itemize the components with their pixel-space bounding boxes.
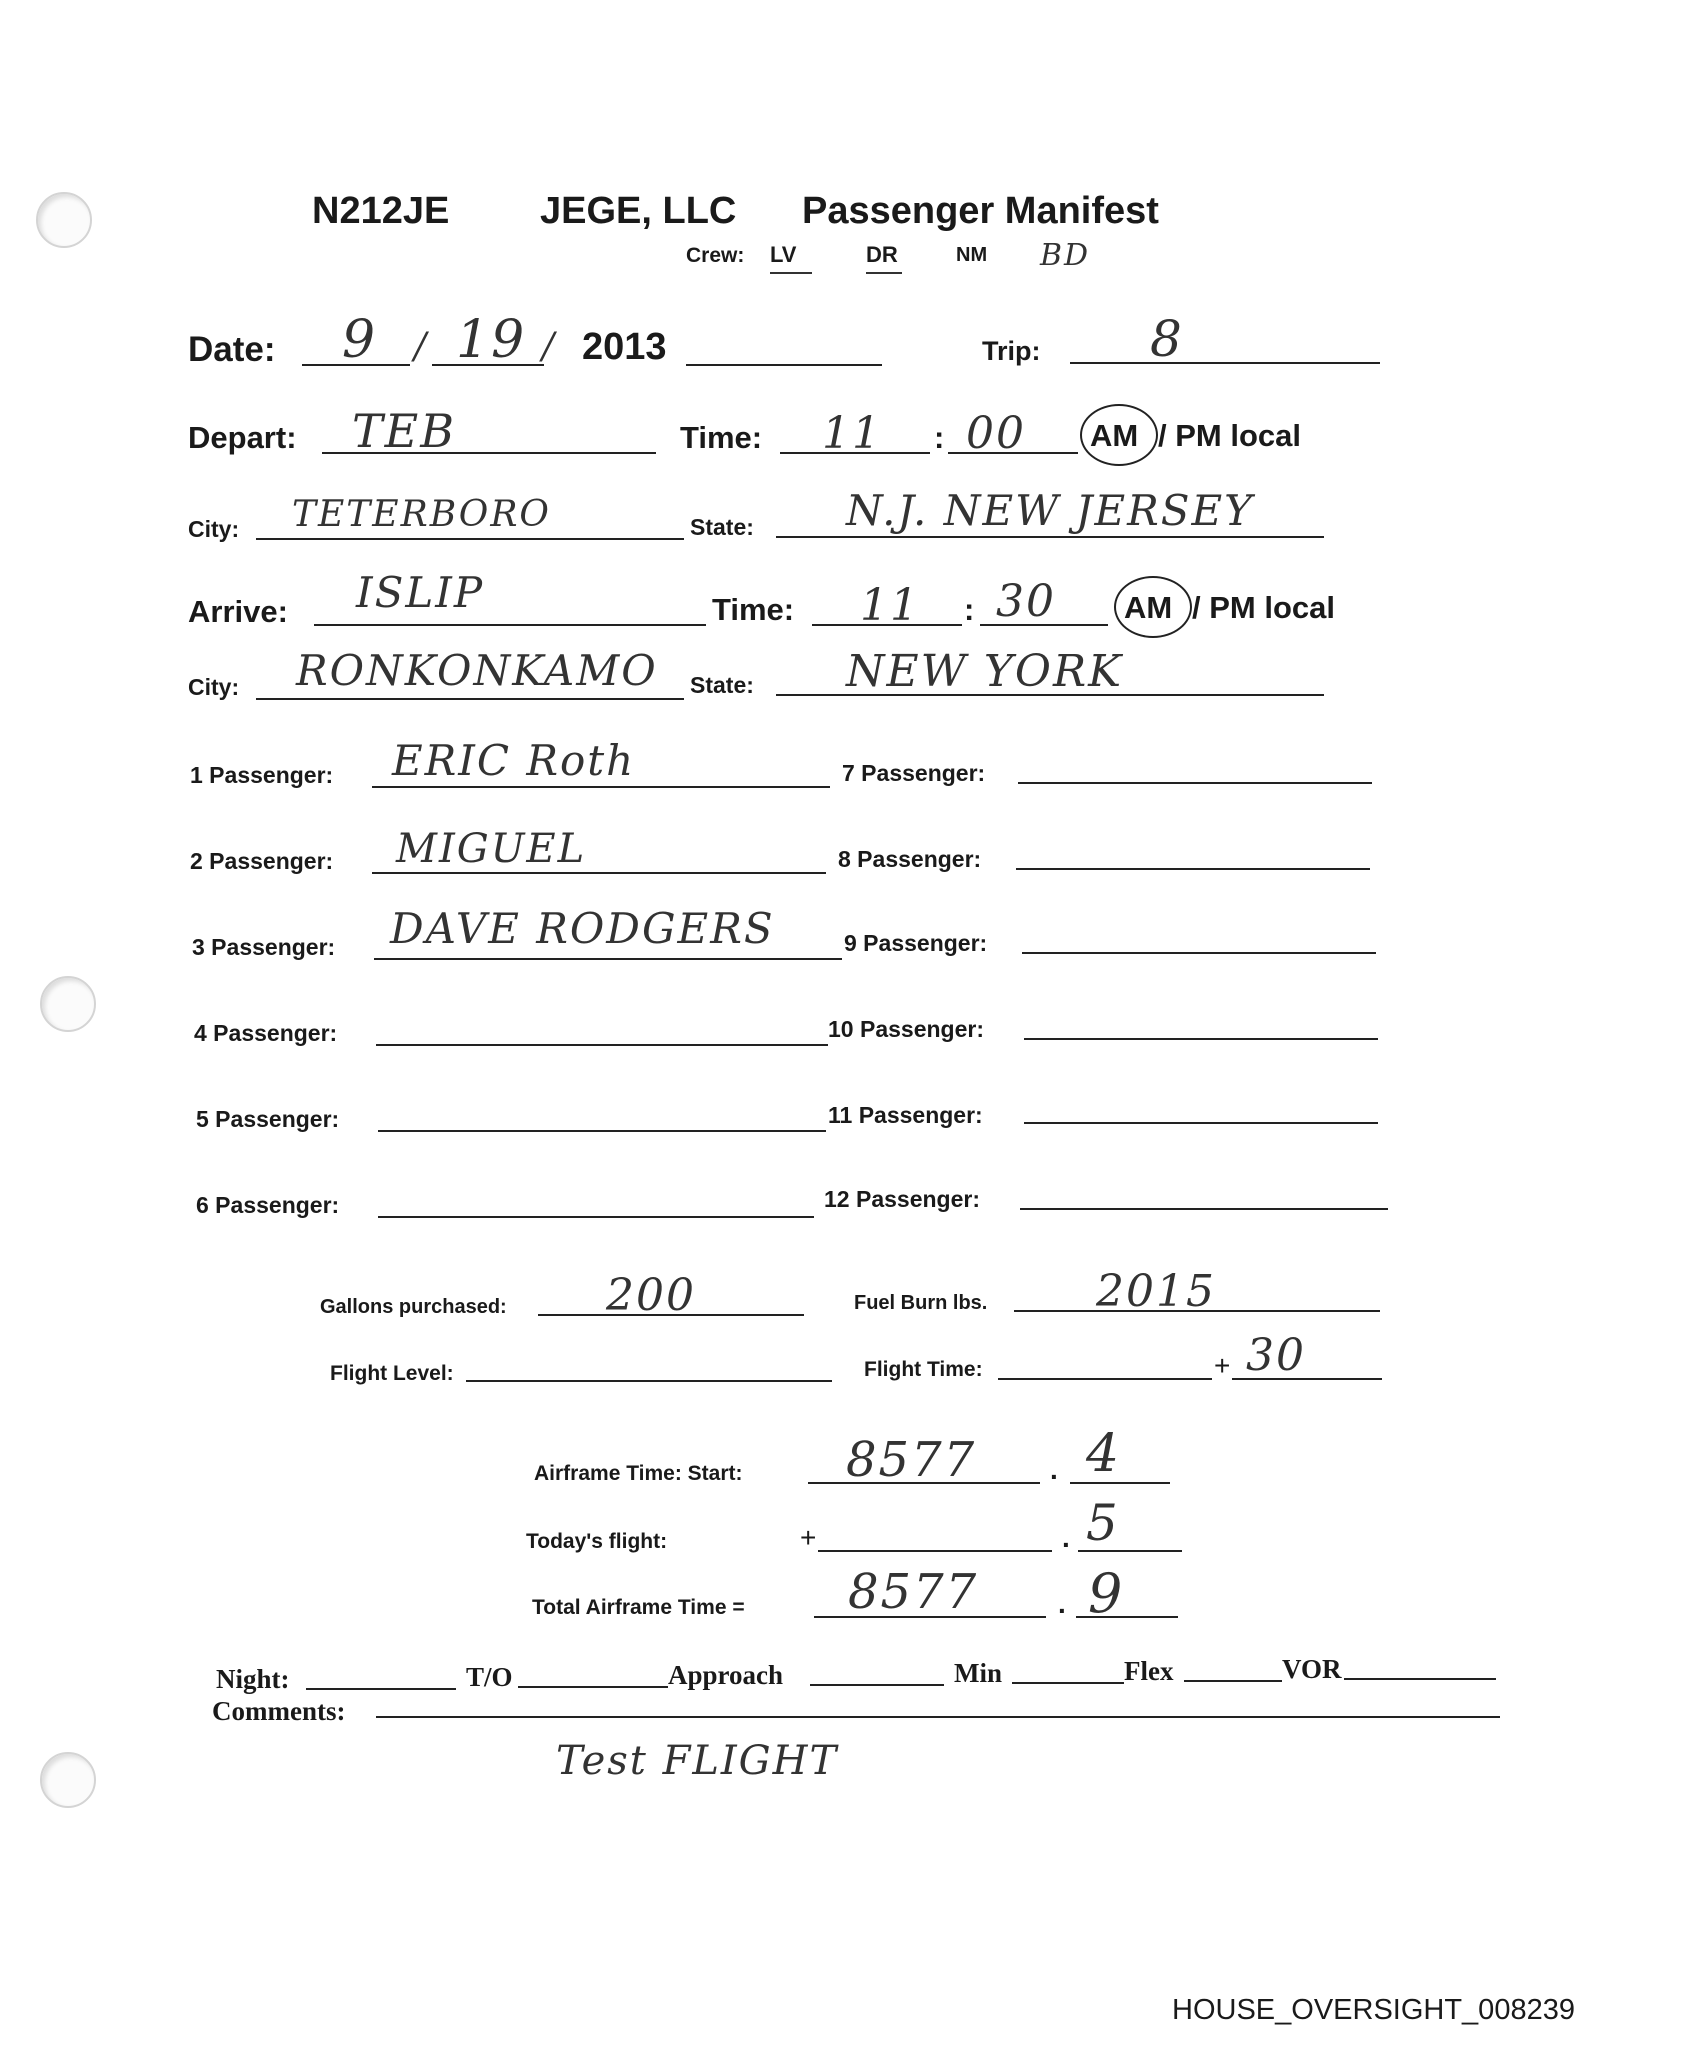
date-year-line [686,364,882,366]
passenger-12-line [1020,1208,1388,1210]
arrive-city: RONKONKAMO [296,646,658,695]
today-flight-label: Today's flight: [526,1530,668,1553]
arrive-state-label: State: [690,672,754,698]
today-flight-plus: + [800,1522,817,1553]
arrive-line [314,624,706,626]
vor-line [1344,1678,1496,1680]
flight-level-label: Flight Level: [330,1362,454,1385]
depart-state: N.J. NEW JERSEY [846,486,1254,535]
passenger-1-name: ERIC Roth [392,736,636,785]
crew-lv: LV [770,242,797,267]
night-line [306,1688,456,1690]
passenger-8-line [1016,868,1370,870]
crew-bd-handwritten: BD [1040,238,1091,273]
arrive-am: AM [1124,590,1173,625]
passenger-11-line [1024,1122,1378,1124]
arrive-pm-local: / PM local [1192,590,1335,625]
min-line [1012,1682,1124,1684]
arrive-city-label: City: [188,674,240,700]
today-flight-dot: . [1062,1522,1070,1553]
arrive-time-label: Time: [712,592,795,627]
depart-am-circle [1080,404,1158,466]
total-airframe-whole: 8577 [848,1564,979,1620]
night-label: Night: [216,1664,290,1694]
passenger-10-line [1024,1038,1378,1040]
today-flight-tenth: 5 [1086,1494,1120,1552]
depart-hour: 11 [822,408,882,459]
passenger-7-line [1018,782,1372,784]
airframe-start-tenth: 4 [1086,1424,1122,1484]
date-day: 19 [456,310,527,370]
date-month: 9 [342,310,378,370]
arrive-airport: ISLIP [356,568,485,617]
punch-hole-bottom [40,1752,96,1808]
depart-city-line [256,538,684,540]
passenger-4-label: 4 Passenger: [194,1020,338,1046]
trip-line [1070,362,1380,364]
passenger-5-line [378,1130,826,1132]
flight-time-value: 30 [1246,1330,1306,1381]
passenger-9-line [1022,952,1376,954]
depart-pm-local: / PM local [1158,418,1301,453]
passenger-10-label: 10 Passenger: [828,1016,984,1042]
passenger-3-label: 3 Passenger: [192,934,336,960]
crew-nm: NM [956,244,988,266]
tail-number: N212JE [312,190,450,232]
flight-level-line [466,1380,832,1382]
depart-airport: TEB [352,404,457,458]
min-label: Min [954,1658,1003,1688]
depart-am: AM [1090,418,1139,453]
takeoff-line [518,1686,668,1688]
depart-city-label: City: [188,516,240,542]
passenger-6-line [378,1216,814,1218]
flight-time-plus: + [1214,1350,1231,1381]
comments-label: Comments: [212,1696,346,1726]
depart-state-line [776,536,1324,538]
date-sep2: / [542,326,557,367]
depart-time-colon: : [934,420,945,455]
total-airframe-dot: . [1058,1588,1066,1619]
gallons-value: 200 [606,1270,696,1321]
arrive-label: Arrive: [188,594,288,629]
arrive-city-line [256,698,684,700]
depart-state-label: State: [690,514,754,540]
passenger-1-line [372,786,830,788]
passenger-12-label: 12 Passenger: [824,1186,980,1212]
gallons-label: Gallons purchased: [320,1296,507,1318]
comments-text: Test FLIGHT [556,1738,839,1784]
airframe-start-label: Airframe Time: Start: [534,1462,743,1485]
bates-number: HOUSE_OVERSIGHT_008239 [1172,1994,1575,2026]
depart-time-label: Time: [680,420,763,455]
takeoff-label: T/O [466,1662,513,1692]
airframe-start-whole: 8577 [846,1432,977,1488]
flex-label: Flex [1124,1656,1174,1686]
passenger-3-line [374,958,842,960]
passenger-5-label: 5 Passenger: [196,1106,340,1132]
arrive-am-circle [1114,576,1192,638]
passenger-4-line [376,1044,828,1046]
crew-lv-mark [770,272,812,274]
total-airframe-tenth: 9 [1088,1562,1125,1625]
approach-label: Approach [668,1660,784,1690]
depart-minute: 00 [966,408,1026,459]
date-year: 2013 [582,326,667,368]
form-title: Passenger Manifest [802,190,1159,232]
arrive-minute: 30 [996,576,1056,627]
punch-hole-top [36,192,92,248]
passenger-11-label: 11 Passenger: [828,1102,983,1128]
depart-label: Depart: [188,420,297,455]
passenger-2-name: MIGUEL [396,826,587,872]
vor-label: VOR [1282,1654,1342,1684]
crew-label: Crew: [686,244,745,267]
airframe-start-dot: . [1050,1454,1058,1485]
passenger-2-line [372,872,826,874]
arrive-state: NEW YORK [846,646,1123,697]
flight-time-line [998,1378,1212,1380]
date-label: Date: [188,330,276,369]
punch-hole-middle [40,976,96,1032]
crew-dr: DR [866,242,898,267]
arrive-hour: 11 [860,580,920,631]
trip-value: 8 [1150,310,1184,368]
passenger-9-label: 9 Passenger: [844,930,988,956]
fuel-burn-label: Fuel Burn lbs. [854,1292,988,1314]
depart-city: TETERBORO [292,494,551,535]
passenger-8-label: 8 Passenger: [838,846,982,872]
date-sep1: / [414,326,429,367]
passenger-1-label: 1 Passenger: [190,762,334,788]
flight-time-label: Flight Time: [864,1358,983,1381]
crew-dr-mark [866,272,902,274]
passenger-7-label: 7 Passenger: [842,760,986,786]
trip-label: Trip: [982,336,1041,366]
today-flight-line [818,1550,1052,1552]
passenger-3-name: DAVE RODGERS [390,904,775,953]
comments-line [376,1716,1500,1718]
passenger-2-label: 2 Passenger: [190,848,334,874]
fuel-burn-value: 2015 [1096,1266,1216,1317]
company-name: JEGE, LLC [540,190,737,232]
arrive-time-colon: : [964,592,975,627]
flex-line [1184,1680,1282,1682]
total-airframe-label: Total Airframe Time = [532,1596,745,1619]
passenger-6-label: 6 Passenger: [196,1192,340,1218]
approach-line [810,1684,944,1686]
